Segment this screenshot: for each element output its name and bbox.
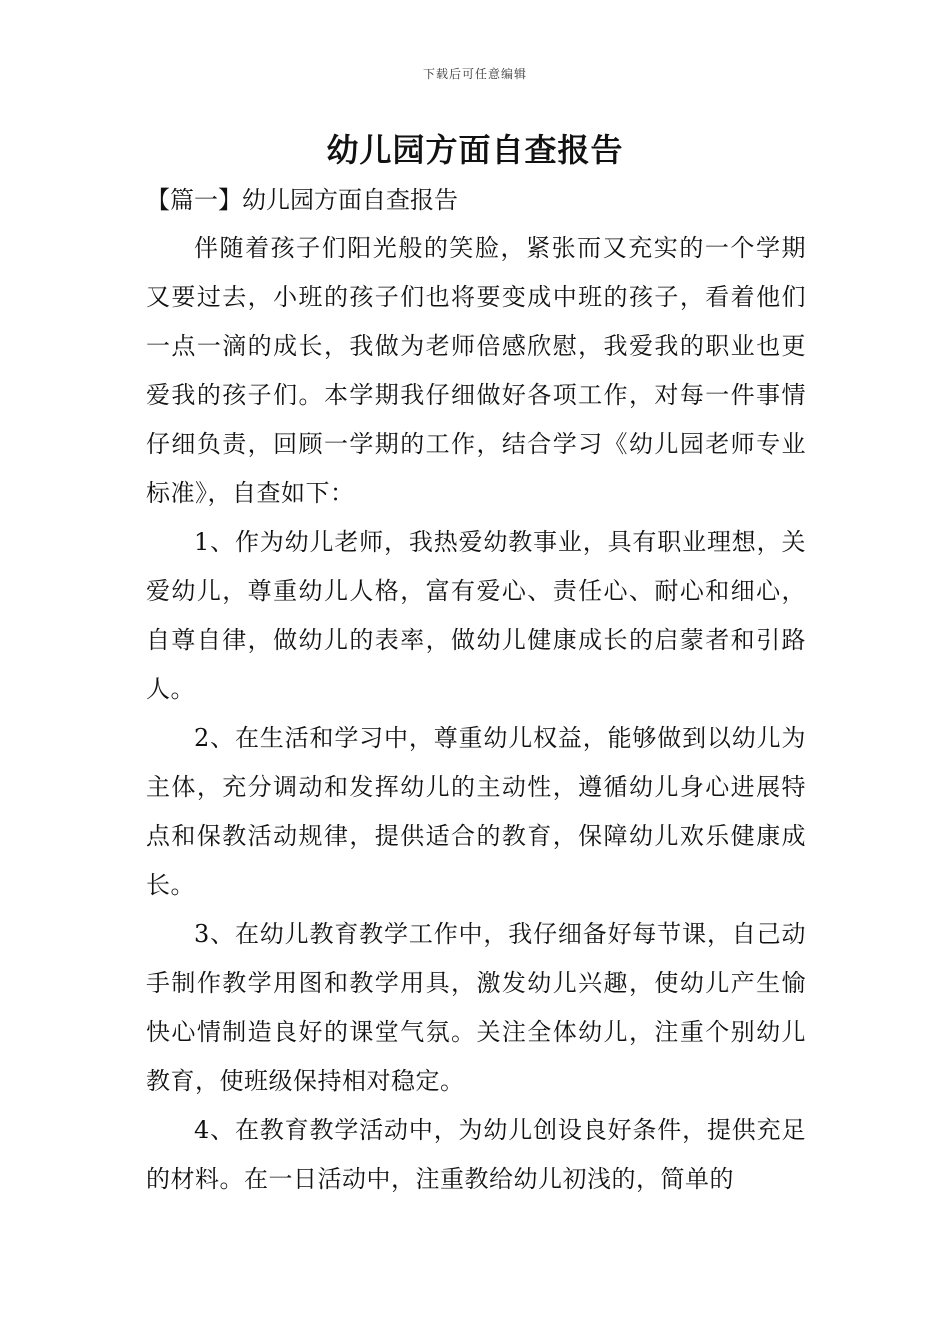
- document-body: [146, 224, 806, 1204]
- document-title: 幼儿园方面自查报告: [326, 131, 624, 169]
- section-heading: 【篇一】幼儿园方面自查报告: [146, 186, 458, 214]
- header-note: 下载后可任意编辑: [422, 67, 527, 81]
- paragraph-item-2: 2、在生活和学习中，尊重幼儿权益，能够做到以幼儿为主体，充分调动和发挥幼儿的主动性，遵循幼儿身心进展特点和保教活动规律，提供适合的教育，保障幼儿欢乐健康成长。: [146, 724, 806, 899]
- paragraph-intro: 伴随着孩子们阳光般的笑脸，紧张而又充实的一个学期又要过去，小班的孩子们也将要变成中班的孩子，看着他们一点一滴的成长，我做为老师倍感欣慰，我爱我的职业也更爱我的孩子们。本学期我仔细做好各项工作，对每一件事情仔细负责，回顾一学期的工作，结合学习《幼儿园老师专业标准》，自查如下：: [146, 234, 806, 507]
- paragraph-item-4: 4、在教育教学活动中，为幼儿创设良好条件，提供充足的材料。在一日活动中，注重教给幼儿初浅的，简单的: [146, 1116, 806, 1193]
- paragraph-item-1: 1、作为幼儿老师，我热爱幼教事业，具有职业理想，关爱幼儿，尊重幼儿人格，富有爱心、责任心、耐心和细心，自尊自律，做幼儿的表率，做幼儿健康成长的启蒙者和引路人。: [146, 528, 806, 703]
- paragraph-item-3: 3、在幼儿教育教学工作中，我仔细备好每节课，自己动手制作教学用图和教学用具，激发幼儿兴趣，使幼儿产生愉快心情制造良好的课堂气氛。关注全体幼儿，注重个别幼儿教育，使班级保持相对稳定。: [146, 920, 806, 1095]
